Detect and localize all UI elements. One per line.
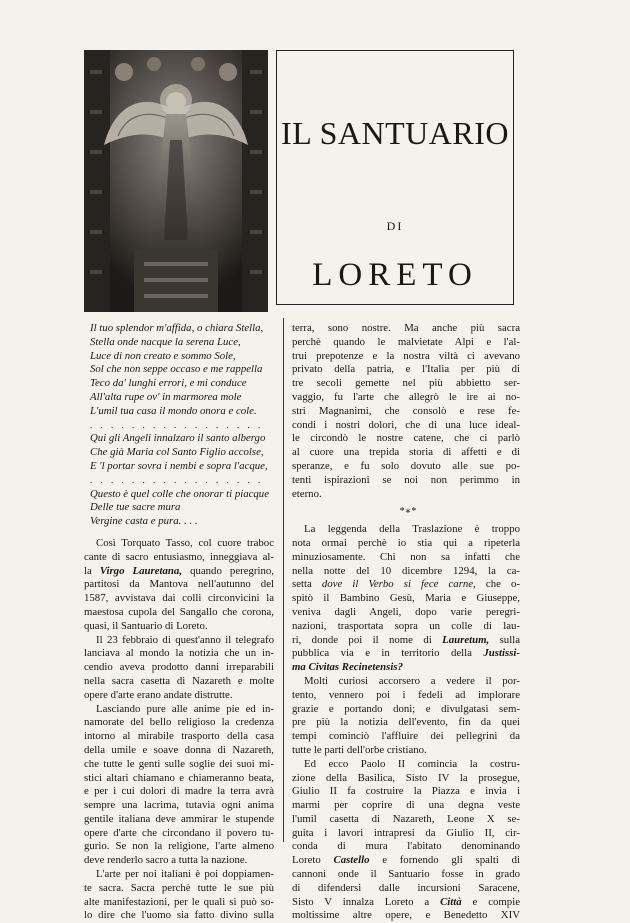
text-line: Ed ecco Paolo II comincia la costru-: [304, 757, 520, 770]
poem-line: Luce di non creato e sommo Sole,: [90, 349, 236, 362]
text-run: e compie: [461, 895, 520, 908]
text-line: guita i lavori intrapresi da Giulio II, cir-: [292, 826, 520, 839]
text-line: Il 23 febbraio di quest'anno il telegrafo: [96, 633, 274, 646]
text-line: La leggenda della Traslazione è troppo: [304, 523, 520, 536]
text-line: quasi, il Santuario di Loreto.: [84, 619, 208, 632]
text-run: la: [84, 564, 100, 577]
poem-line: Teco da' lunghi errori, e mi conduce: [90, 377, 247, 390]
text-line: lo dire che l'uomo sia fatto divino sulla: [84, 909, 274, 922]
text-line: grazie e portando doni; e divulgatasi sem-: [292, 702, 520, 715]
poem-line: E 'l portar sovra i nembi e sopra l'acque,: [90, 459, 268, 472]
text-line: della umile e soave donna di Nazareth,: [84, 743, 274, 756]
text-line: conda di mura l'abitato denominando: [292, 840, 520, 853]
text-line: L'arte per noi italiani è poi doppiamen-: [96, 868, 274, 881]
text-line: cendio aveva prodotto danni irreparabili: [84, 661, 274, 674]
paragraph-curiosi: [292, 675, 520, 758]
title-box: [276, 50, 514, 305]
paragraph-credenza: [84, 703, 274, 869]
text-line: opere d'arte che circondano il povero tu-: [84, 826, 274, 839]
text-line: gurio. Se non la religione, l'arte almeno: [84, 840, 274, 853]
paragraph-fire: [84, 634, 274, 703]
text-line: te sacra. Sacra perchè tutte le sue più: [84, 881, 274, 894]
text-line: [292, 578, 520, 592]
text-line: terra, sono nostre. Ma anche più sacra: [292, 322, 520, 334]
text-line: nella sacra casetta di Nazareth e molte: [84, 674, 274, 687]
text-line: l'umil casetta di Nazareth, Leone X se-: [292, 812, 520, 825]
text-line: tempi cominciò l'affluire dei pellegrini da: [292, 730, 520, 743]
emphasis-verbo: dove il Verbo si fece carne,: [321, 578, 476, 591]
paragraph-tasso: [84, 537, 274, 634]
text-line: spitò il Bambino Gesù, Maria e Giuseppe,: [292, 592, 520, 605]
text-run: quando peregrino,: [182, 564, 274, 577]
text-run: ri, donde poi il nome di: [292, 633, 443, 646]
ellipsis-row: . . . . . . . . . . . . . . . . .: [90, 419, 264, 430]
title-line-loreto: LORETO: [312, 257, 478, 293]
text-line: moltissime altre opere, e Benedetto XIV: [292, 909, 520, 922]
text-line: trui prepotenze e la nostra viltà ci avevano: [292, 349, 520, 362]
poem-line: Stella onde nacque la serena Luce,: [90, 335, 241, 348]
left-column: [84, 322, 274, 923]
text-line: [292, 661, 520, 675]
text-line: Così Torquato Tasso, col cuore traboc: [96, 536, 274, 549]
angel-illustration: [84, 50, 268, 312]
text-line: gentile italiana deve ammirar le stupende: [84, 812, 274, 825]
paragraph-papi: [292, 758, 520, 923]
text-line: tento, vennero poi i fedeli ad implorare: [292, 688, 520, 701]
poem-stanza-2: [84, 432, 274, 473]
text-run: che o-: [475, 578, 520, 591]
text-run: Loreto: [292, 854, 334, 867]
text-line: cannoni onde il Santuario fosse in grado: [292, 868, 520, 881]
paragraph-leggenda: [292, 523, 520, 675]
text-line: [292, 854, 520, 868]
emphasis-justissima: Justissi-: [483, 647, 520, 660]
text-line: cante di sacro entusiasmo, inneggiava al-: [84, 550, 274, 563]
emphasis-lauretum: Lauretum,: [442, 633, 490, 646]
text-line: minuziosamente. Chi non sa infatti che: [292, 550, 520, 563]
poem-stanza-1: [84, 322, 274, 419]
text-line: [292, 634, 520, 648]
poem-line: Sol che non seppe occaso e me rappella: [90, 363, 263, 376]
text-line: [292, 896, 520, 910]
text-line: zione della Basilica, Sisto IV la prosegue,: [292, 771, 520, 784]
text-line: Giulio II fa costruire la Piazza e invia i: [292, 785, 520, 798]
text-line: vaggio, fu l'arte che allegrò le ire ai no-: [292, 390, 520, 403]
text-line: Molti curiosi accorsero a vedere il por-: [304, 674, 520, 687]
poem-line: Il tuo splendor m'affida, o chiara Stella,: [90, 322, 264, 334]
text-line: speranze, e fu solo dovuto alle sue po-: [292, 459, 520, 472]
poem-line: Qui gli Angeli innalzaro il santo albergo: [90, 432, 266, 445]
text-line: opere d'arte erano andate distrutte.: [84, 688, 233, 701]
text-line: intorno al mirabile trasporto della casa: [84, 730, 274, 743]
text-line: al cuore una trepida storia di affetti e di: [292, 446, 520, 459]
angel-photograph: [84, 50, 268, 312]
text-run: e fornendo gli spalti di: [369, 854, 521, 867]
text-line: stri Magnanimi, che consolò e rese fe-: [292, 404, 520, 417]
section-asterism: *∗*: [399, 506, 417, 518]
text-line: Lasciando pure alle anime pie ed in-: [96, 702, 274, 715]
emphasis-castello: Castello: [333, 854, 370, 867]
text-run: Sisto V innalza Loreto a: [292, 895, 441, 908]
text-run: pubblica via e in territorio della: [292, 647, 484, 660]
text-line: [292, 647, 520, 661]
text-line: 1587, avvistava dai colli circonvicini la: [84, 592, 274, 605]
text-line: pre più la notizia dell'evento, fin da quei: [292, 716, 520, 729]
poem-line: L'umil tua casa il mondo onora e cole.: [90, 404, 257, 417]
poem-line: Questo è quel colle che onorar ti piacque: [90, 487, 270, 500]
text-line: [84, 565, 274, 579]
text-line: tenti ispirazioni se noi non perimmo in: [292, 473, 520, 486]
text-line: tutte le parti dell'orbe cristiano.: [292, 743, 427, 756]
right-column: [292, 322, 520, 923]
title-line-di: DI: [386, 219, 404, 233]
poem-line: Vergine casta e pura. . . .: [90, 515, 198, 528]
text-line: e per i cui dolori di madre la terra avrà: [84, 785, 274, 798]
text-line: maestosa cupola del Sangallo che corona,: [84, 605, 274, 618]
text-line: che tutte le genti sulle soglie dei suoi mi-: [84, 757, 274, 770]
text-line: eterno.: [292, 487, 322, 500]
text-line: di difendersi dalle incursioni Saracene,: [292, 881, 520, 894]
text-line: alte manifestazioni, per le quali si può so-: [84, 895, 274, 908]
text-line: tre secoli gemette nel più abbietto ser-: [292, 377, 520, 390]
poem-line: Che già Maria col Santo Figlio accolse,: [90, 446, 264, 459]
title-line-santuario: IL SANTUARIO: [281, 115, 509, 151]
text-line: partitosi da Mantova nell'autunno del: [84, 578, 274, 591]
emphasis-civitas: ma Civitas Recinetensis?: [292, 661, 403, 674]
text-run: setta: [292, 578, 322, 591]
poem-line: Delle tue sacre mura: [90, 501, 181, 514]
text-line: perchè quando le malvietate Alpi e l'al-: [292, 335, 520, 348]
text-line: condi i nostri dolori, che di una luce ideal-: [292, 418, 520, 431]
text-line: stici altari chiamano e chiameranno beata,: [84, 771, 274, 784]
column-divider: [283, 318, 284, 842]
text-line: nota ormai perchè io stia qui a ripeterla: [292, 536, 520, 549]
text-line: privato della patria, e l'Italia per più di: [292, 363, 520, 376]
text-run: sulla: [489, 633, 521, 646]
emphasis-virgo-lauretana: Virgo Lauretana,: [99, 564, 183, 577]
text-line: marmi per coprire di una degna veste: [292, 799, 520, 812]
paragraph-patria: [292, 322, 520, 501]
text-line: sempre una lacrima, tutavia ogni anima: [84, 799, 274, 812]
text-line: deve renderlo sacro a tutta la nazione.: [84, 854, 248, 867]
paragraph-arte: [84, 868, 274, 923]
text-line: namorate del bello religioso la credenza: [84, 716, 274, 729]
poem-line: All'alta rupe ov' in marmorea mole: [90, 390, 242, 403]
text-line: le circondò le nostre catene, che ci parlò: [292, 432, 520, 445]
emphasis-citta: Città: [440, 895, 462, 908]
text-line: nazioni, trasportata sopra un colle di lau-: [292, 619, 520, 632]
text-line: veniva dagli Angeli, dopo varie peregri-: [292, 605, 520, 618]
ellipsis-row: . . . . . . . . . . . . . . . . .: [90, 474, 264, 485]
poem-stanza-3: [84, 488, 274, 529]
text-line: nella notte del 10 dicembre 1294, la ca-: [292, 564, 520, 577]
text-line: lanciava al mondo la notizia che un in-: [84, 647, 274, 660]
